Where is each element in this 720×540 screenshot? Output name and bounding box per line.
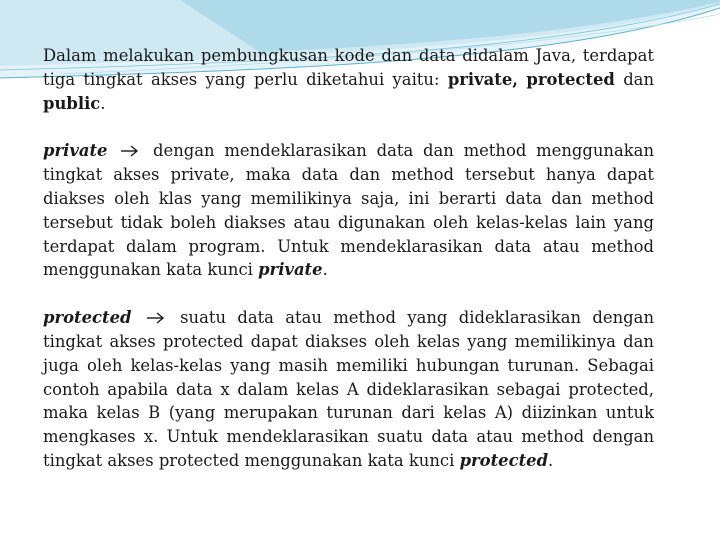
keyword-private: private, <box>447 69 519 89</box>
private-term: private <box>43 141 108 161</box>
private-paragraph <box>43 139 654 282</box>
protected-end: . <box>548 450 554 470</box>
protected-paragraph <box>43 306 654 473</box>
keyword-protected: protected <box>526 69 615 89</box>
private-end: . <box>322 260 328 280</box>
intro-end: . <box>100 93 106 113</box>
keyword-public: public <box>43 93 101 113</box>
protected-description: suatu data atau method yang dideklarasikan dengan tingkat akses protected dapat diakses oleh kelas yang memilikinya dan juga oleh kelas-kelas yang masih memiliki hubungan turunan. Sebagai contoh apabila data x dalam kelas A dideklarasikan sebagai protected, maka kelas B (yang merupakan turunan dari kelas A) diizinkan untuk mengkases x. Untuk mendeklarasikan suatu data atau method dengan tingkat akses protected menggunakan kata kunci <box>43 308 654 470</box>
slide-body <box>43 44 654 473</box>
intro-text: Dalam melakukan pembungkusan kode dan data didalam Java, terdapat tiga tingkat akses yang perlu diketahui yaitu: <box>43 46 654 89</box>
intro-paragraph <box>43 44 654 115</box>
protected-keyword: protected <box>459 450 549 470</box>
intro-connector: dan <box>614 69 655 89</box>
right-arrow-icon <box>143 306 169 330</box>
protected-term: protected <box>43 308 132 328</box>
private-keyword: private <box>258 260 323 280</box>
private-description: dengan mendeklarasikan data dan method menggunakan tingkat akses private, maka data dan method tersebut hanya dapat diakses oleh klas yang memilikinya saja, ini berarti data dan method tersebut tidak boleh diakses atau digunakan oleh kelas-kelas lain yang terdapat dalam program. Untuk mendeklarasikan data atau method menggunakan kata kunci <box>43 141 655 280</box>
right-arrow-icon <box>117 139 143 163</box>
